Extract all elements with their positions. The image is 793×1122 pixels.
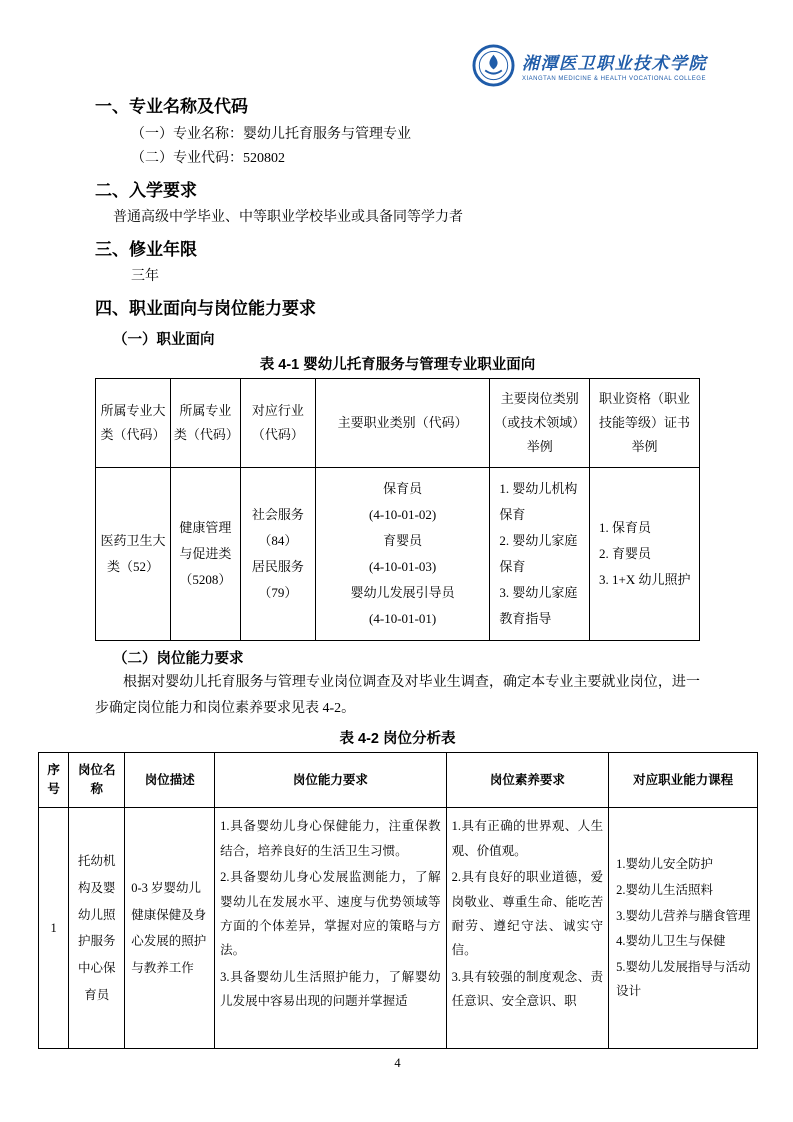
study-duration-text: 三年 xyxy=(131,269,159,285)
industry-line: （84） xyxy=(258,532,298,548)
subsection-post-ability: （二）岗位能力要求 xyxy=(113,650,244,667)
t1-cell-industry xyxy=(240,467,315,640)
course-item: 1.婴幼儿安全防护 xyxy=(616,857,714,872)
t2-header-courses: 对应职业能力课程 xyxy=(609,753,758,808)
section-1-title: 一、专业名称及代码 xyxy=(95,97,248,116)
t1-cell-post-examples xyxy=(490,467,590,640)
ability-item: 2.具备婴幼儿身心发展监测能力，了解婴幼儿在发展水平、速度与优势领域等方面的个体差异，掌握对应的策略与方法。 xyxy=(220,870,441,958)
section-2-title: 二、入学要求 xyxy=(95,180,197,200)
t1-header-occupation: 主要职业类别（代码） xyxy=(315,378,490,467)
certificate-item: 2. 育婴员 xyxy=(599,545,652,561)
post-example-item: 2. 婴幼儿家庭保育 xyxy=(499,532,578,574)
t1-header-certificates: 职业资格（职业技能等级）证书举例 xyxy=(590,378,700,467)
quality-item: 3.具有较强的制度观念、责任意识、安全意识、职 xyxy=(451,969,604,1009)
t1-header-industry: 对应行业（代码） xyxy=(240,378,315,467)
occupation-line: 保育员 xyxy=(383,480,423,496)
t2-cell-qualities xyxy=(446,808,608,1049)
industry-line: 社会服务 xyxy=(251,506,304,522)
course-item: 3.婴幼儿营养与膳食管理 xyxy=(616,908,751,923)
table-4-2-wrapper xyxy=(38,752,758,1049)
t1-header-major-category: 所属专业大类（代码） xyxy=(96,378,171,467)
course-item: 2.婴幼儿生活照料 xyxy=(616,882,714,897)
admission-requirement-text: 普通高级中学毕业、中等职业学校毕业或具备同等学力者 xyxy=(113,210,463,226)
college-emblem-icon xyxy=(472,44,515,87)
certificate-item: 3. 1+X 幼儿照护 xyxy=(599,571,691,587)
t2-cell-no: 1 xyxy=(39,808,69,1049)
t1-cell-certificates xyxy=(590,467,700,640)
industry-line: （79） xyxy=(258,584,298,600)
quality-item: 1.具有正确的世界观、人生观、价值观。 xyxy=(451,819,604,858)
industry-line: 居民服务 xyxy=(251,558,304,574)
table-4-1 xyxy=(95,378,700,641)
subsection-career-orientation: （一）职业面向 xyxy=(113,331,215,348)
t1-header-post-examples: 主要岗位类别（或技术领域）举例 xyxy=(490,378,590,467)
t2-header-qualities: 岗位素养要求 xyxy=(446,753,608,808)
course-item: 4.婴幼儿卫生与保健 xyxy=(616,934,726,949)
table-4-1-data-row xyxy=(96,467,700,640)
t2-cell-post-name: 托幼机构及婴幼儿照护服务中心保育员 xyxy=(69,808,125,1049)
major-code-line: （二）专业代码：520802 xyxy=(131,151,285,167)
table-4-2-row-1 xyxy=(39,808,758,1049)
occupation-line: 婴幼儿发展引导员 xyxy=(350,584,455,600)
t2-header-post-desc: 岗位描述 xyxy=(125,753,215,808)
table-4-1-header-row xyxy=(96,378,700,467)
table-4-2 xyxy=(38,752,758,1049)
t2-header-no: 序号 xyxy=(39,753,69,808)
page-number: 4 xyxy=(394,1056,401,1071)
section-4-title: 四、职业面向与岗位能力要求 xyxy=(95,298,316,318)
college-name-en: XIANGTAN MEDICINE & HEALTH VOCATIONAL COLLEGE xyxy=(522,76,706,82)
t1-header-major-class: 所属专业类（代码） xyxy=(170,378,240,467)
t2-header-abilities: 岗位能力要求 xyxy=(215,753,447,808)
post-example-item: 3. 婴幼儿家庭教育指导 xyxy=(499,584,578,626)
occupation-code: (4-10-01-03) xyxy=(369,558,437,574)
document-body xyxy=(47,0,751,1071)
section-3-title: 三、修业年限 xyxy=(95,239,197,259)
t2-cell-courses xyxy=(609,808,758,1049)
t2-cell-post-desc: 0-3 岁婴幼儿健康保健及身心发展的照护与教养工作 xyxy=(125,808,215,1049)
occupation-line: 育婴员 xyxy=(383,532,423,548)
occupation-code: (4-10-01-01) xyxy=(369,610,437,626)
ability-item: 3.具备婴幼儿生活照护能力，了解婴幼儿发展中容易出现的问题并掌握适 xyxy=(220,969,441,1009)
occupation-code: (4-10-01-02) xyxy=(369,506,437,522)
table-4-2-header-row xyxy=(39,753,758,808)
college-logo xyxy=(472,44,707,87)
table-4-1-caption: 表 4-1 婴幼儿托育服务与管理专业职业面向 xyxy=(259,356,536,373)
t1-cell-occupations xyxy=(315,467,490,640)
major-name-line: （一）专业名称：婴幼儿托育服务与管理专业 xyxy=(131,126,411,142)
t1-cell-major-category: 医药卫生大类（52） xyxy=(96,467,171,640)
t2-cell-abilities xyxy=(215,808,447,1049)
quality-item: 2.具有良好的职业道德，爱岗敬业、尊重生命、能吃苦耐劳、遵纪守法、诚实守信。 xyxy=(451,870,604,958)
t2-header-post-name: 岗位名称 xyxy=(69,753,125,808)
ability-item: 1.具备婴幼儿身心保健能力，注重保教结合，培养良好的生活卫生习惯。 xyxy=(220,819,441,858)
table-4-2-caption: 表 4-2 岗位分析表 xyxy=(339,731,456,748)
t1-cell-major-class: 健康管理与促进类（5208） xyxy=(170,467,240,640)
certificate-item: 1. 保育员 xyxy=(599,519,652,535)
college-name: 湘潭医卫职业技术学院 xyxy=(522,54,707,73)
course-item: 5.婴幼儿发展指导与活动设计 xyxy=(616,960,751,998)
post-example-item: 1. 婴幼儿机构保育 xyxy=(499,480,578,522)
post-ability-paragraph: 根据对婴幼儿托育服务与管理专业岗位调查及对毕业生调查，确定本专业主要就业岗位，进一步确定岗位能力和岗位素养要求见表 4-2。 xyxy=(95,674,700,716)
